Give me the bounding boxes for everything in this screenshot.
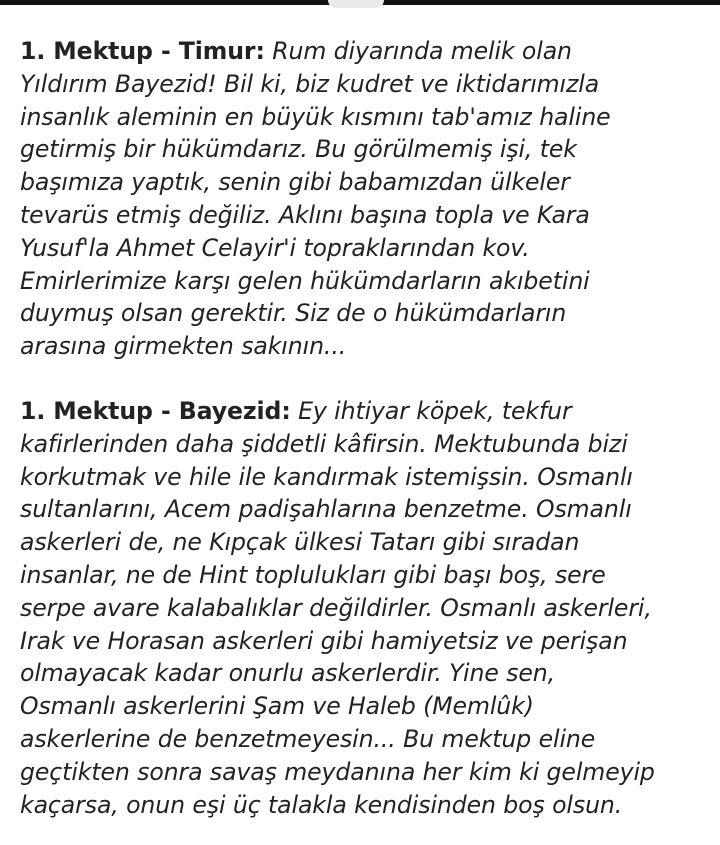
letter-heading: 1. Mektup - Bayezid:: [20, 396, 291, 425]
letter-heading: 1. Mektup - Timur:: [20, 37, 265, 65]
top-notch: [328, 0, 384, 8]
letter-bayezid: [20, 395, 710, 821]
letter-text: Rum diyarında melik olan Yıldırım Bayezid! Bil ki, biz kudret ve iktidarımızla insanlık aleminin en büyük kısmını tab'amız haline getirmiş bir hükümdarız. Bu görülmemiş işi, tek başımıza yaptık, senin gibi babamızdan ülkeler tevarüs etmiş değiliz. Aklını başına topla ve Kara Yusuf'la Ahmet Celayir'i topraklarından kov. Emirlerimize karşı gelen hükümdarların akıbetini duymuş olsan gerektir. Siz de o hükümdarların arasına girmekten sakının...: [20, 37, 611, 361]
document-content: [20, 35, 710, 821]
letter-timur: [20, 35, 710, 363]
letter-text: Ey ihtiyar köpek, tekfur kafirlerinden daha şiddetli kâfirsin. Mektubunda bizi korkutmak ve hile ile kandırmak istemişsin. Osmanlı sultanlarını, Acem padişahlarına benzetme. Osmanlı askerleri de, ne Kıpçak ülkesi Tatarı gibi sıradan insanlar, ne de Hint toplulukları gibi başı boş, sere serpe avare kalabalıklar değildirler. Osmanlı askerleri, Irak ve Horasan askerleri gibi hamiyetsiz ve perişan olmayacak kadar onurlu askerlerdir. Yine sen, Osmanlı askerlerini Şam ve Haleb (Memlûk) askerlerine de benzetmeyesin... Bu mektup eline geçtikten sonra savaş meydanına her kim ki gelmeyip kaçarsa, onun eşi üç talakla kendisinden boş olsun.: [20, 396, 655, 819]
